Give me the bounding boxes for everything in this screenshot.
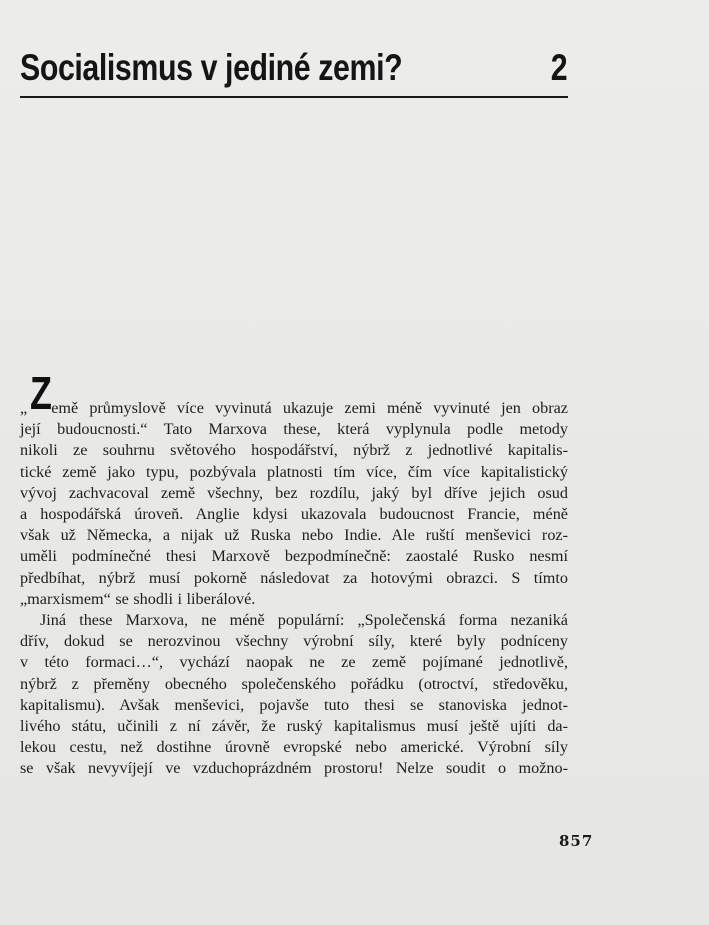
text-line: však už Německa, a nijak už Ruska nebo Indie. Ale ruští menševici roz- [20, 526, 568, 545]
text-line: její budoucnosti.“ Tato Marxova these, která vyplynula podle metody [20, 420, 568, 439]
text-line: vývoj zachvacoval země všechny, bez rozdílu, jaký byl dříve jejich osud [20, 483, 568, 502]
text-line: a hospodářská úroveň. Anglie kdysi ukazovala budoucnost Francie, méně [20, 505, 568, 524]
opening-quote: „ [20, 399, 28, 417]
text-line: nýbrž z přeměny obecného společenského pořádku (otroctví, středověku, [20, 674, 568, 693]
chapter-title: Socialismus v jediné zemi? [20, 47, 403, 88]
page-number: 857 [559, 832, 594, 850]
text-line: uměli podmínečné thesi Marxově bezpodmínečně: zaostalé Rusko nesmí [20, 547, 568, 566]
text-line: lekou cestu, než dostihne úrovně evropské nebo americké. Výrobní síly [20, 738, 568, 757]
text-line: Jiná these Marxova, ne méně populární: „Společenská forma nezaniká [40, 611, 568, 630]
text-line: předbíhat, nýbrž musí pokorně následovat za hotovými obrazci. S tímto [20, 568, 568, 587]
title-underline-rule [20, 96, 568, 98]
text-line: livého státu, učinili z ní závěr, že ruský kapitalismus musí ještě ujíti da- [20, 717, 568, 736]
text-line: „ emě průmyslově více vyvinutá ukazuje zemi méně vyvinuté jen obraz [20, 399, 568, 417]
text-line: v této formaci…“, vychází naopak ne ze země pojímané jednotlivě, [20, 653, 568, 672]
body-text [20, 398, 568, 780]
text-line: se však nevyvíjejí ve vzduchoprázdném prostoru! Nelze soudit o možno- [20, 759, 568, 778]
drop-cap: Z [30, 367, 52, 419]
text-line: nikoli ze souhrnu světového hospodářství, nýbrž z jednotlivé kapitalis- [20, 441, 568, 460]
chapter-number: 2 [551, 47, 568, 88]
text-line: tické země jako typu, pozbývala platnosti tím více, čím více kapitalistický [20, 462, 568, 481]
text-line: dřív, dokud se nerozvinou všechny výrobní síly, které byly podníceny [20, 632, 568, 651]
text-line: „marxismem“ se shodli i liberálové. [20, 589, 256, 608]
text-line: kapitalismu). Avšak menševici, pojavše tuto thesi se stanoviska jednot- [20, 695, 568, 714]
chapter-header [20, 46, 568, 98]
